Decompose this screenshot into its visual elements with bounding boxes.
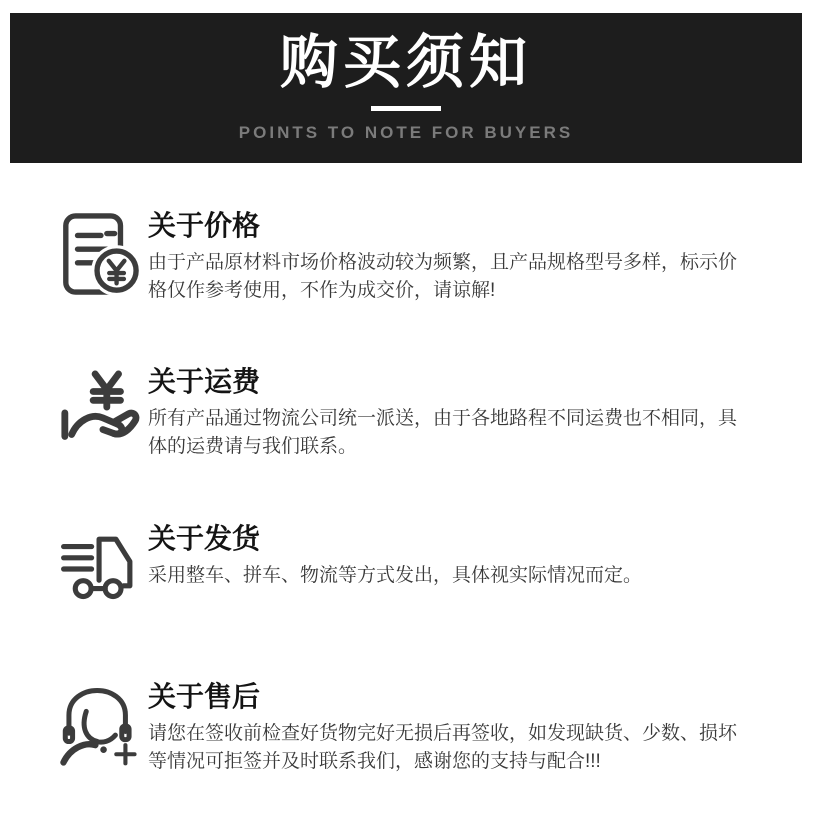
- section-text: [148, 210, 737, 305]
- section-body-line: 请您在签收前检查好货物完好无损后再签收，如发现缺货、少数、损坏: [148, 723, 738, 744]
- section-text: [148, 681, 737, 776]
- section-text: [148, 523, 642, 590]
- page-subtitle: POINTS TO NOTE FOR BUYERS: [238, 122, 574, 142]
- section-shipping-fee: [58, 366, 737, 461]
- section-body-line: 等情况可拒签并及时联系我们，感谢您的支持与配合!!!: [148, 751, 601, 772]
- page-title: 购买须知: [279, 30, 532, 95]
- headset-support-icon: [58, 681, 148, 771]
- section-price: [58, 210, 737, 305]
- section-body-line: 体的运费请与我们联系。: [148, 436, 358, 457]
- section-body-line: 所有产品通过物流公司统一派送，由于各地路程不同运费也不相同，具: [148, 408, 738, 429]
- section-body-line: 格仅作参考使用，不作为成交价，请谅解!: [148, 280, 496, 301]
- section-title: 关于发货: [148, 523, 261, 554]
- hand-yen-icon: [58, 366, 148, 458]
- section-title: 关于售后: [148, 681, 261, 712]
- section-title: 关于运费: [148, 366, 261, 397]
- section-after-sales: [58, 681, 737, 776]
- section-body-line: 由于产品原材料市场价格波动较为频繁，且产品规格型号多样，标示价: [148, 252, 738, 273]
- section-title: 关于价格: [148, 210, 261, 241]
- header-banner: [10, 13, 802, 163]
- section-delivery: [58, 523, 642, 607]
- title-underline: [371, 106, 441, 111]
- section-body-line: 采用整车、拼车、物流等方式发出，具体视实际情况而定。: [148, 565, 643, 586]
- section-text: [148, 366, 737, 461]
- delivery-truck-icon: [58, 523, 148, 607]
- price-document-icon: [58, 210, 148, 300]
